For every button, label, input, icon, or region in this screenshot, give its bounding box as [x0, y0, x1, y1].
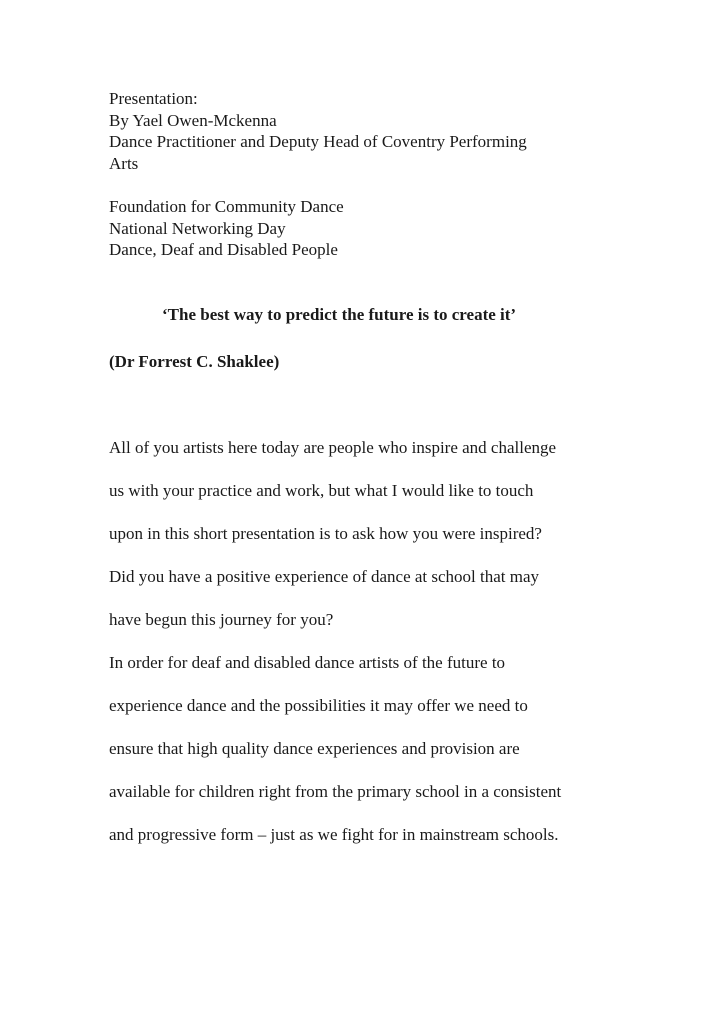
body-line: available for children right from the primary school in a consistent [109, 782, 562, 801]
event-line: Foundation for Community Dance [109, 197, 344, 216]
header-line: By Yael Owen-Mckenna [109, 110, 277, 130]
body-line: us with your practice and work, but what I would like to touch [109, 481, 534, 500]
header-line: Arts [109, 153, 139, 173]
body-line: and progressive form – just as we fight for in mainstream schools. [109, 825, 559, 844]
event-line: Dance, Deaf and Disabled People [109, 240, 338, 259]
event-line: National Networking Day [109, 218, 286, 238]
quote-text: ‘The best way to predict the future is to create it’ [162, 305, 517, 324]
body-paragraph [109, 435, 669, 865]
header-line: Presentation: [109, 89, 198, 108]
header-line: Dance Practitioner and Deputy Head of Coventry Performing [109, 132, 527, 151]
body-line: upon in this short presentation is to ask how you were inspired? [109, 524, 542, 543]
event-info [109, 196, 609, 261]
body-line: ensure that high quality dance experiences and provision are [109, 739, 520, 758]
presentation-header [109, 88, 609, 174]
body-line: have begun this journey for you? [109, 610, 334, 629]
body-line: Did you have a positive experience of dance at school that may [109, 567, 540, 586]
quote-attribution: (Dr Forrest C. Shaklee) [109, 352, 280, 371]
body-line: All of you artists here today are people who inspire and challenge [109, 438, 557, 457]
body-line: In order for deaf and disabled dance artists of the future to [109, 653, 506, 672]
body-line: experience dance and the possibilities it may offer we need to [109, 696, 528, 715]
